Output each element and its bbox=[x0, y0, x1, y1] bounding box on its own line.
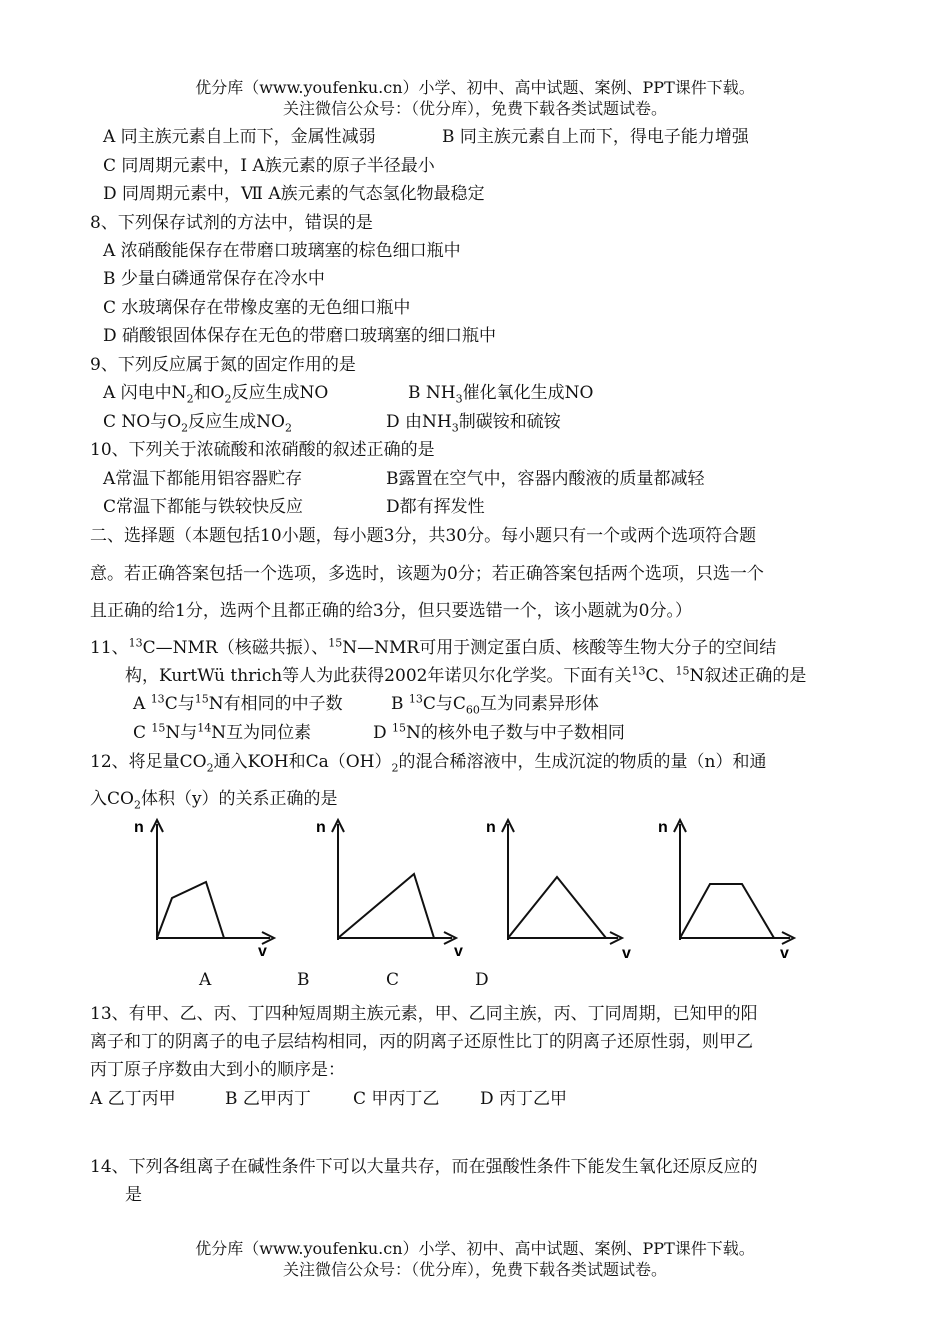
q12-graph-a bbox=[120, 812, 290, 962]
q12-label-b: B bbox=[297, 970, 310, 990]
q9-option-d: D 由$NH_3$制碳铵和硫铵 bbox=[386, 412, 561, 435]
q13-option-c: C 甲丙丁乙 bbox=[353, 1089, 440, 1109]
q9-option-a: A 闪电中$N_2$和$O_2$反应生成NO bbox=[103, 383, 329, 406]
q10-option-b: B露置在空气中，容器内酸液的质量都减轻 bbox=[386, 469, 705, 489]
section2-instructions-3: 且正确的给1分，选两个且都正确的给3分，但只要选错一个，该小题就为0分。） bbox=[90, 601, 692, 621]
y-axis-label: n bbox=[486, 819, 496, 836]
q8-option-b: B 少量白磷通常保存在冷水中 bbox=[103, 269, 325, 289]
q7-option-d: D 同周期元素中，Ⅶ A族元素的气态氢化物最稳定 bbox=[103, 184, 485, 204]
q9-stem: 9、下列反应属于氮的固定作用的是 bbox=[90, 355, 356, 375]
q13-option-b: B 乙甲丙丁 bbox=[225, 1089, 311, 1109]
q11-stem-line-2: 构，KurtWü thrich等人为此获得2002年诺贝尔化学奖。下面有关$^{13}$C、$^{15}$N叙述正确的是 bbox=[125, 664, 807, 686]
q12-graph-b bbox=[310, 812, 480, 962]
q12-label-d: D bbox=[475, 970, 489, 990]
curve bbox=[508, 877, 606, 938]
q10-option-d: D都有挥发性 bbox=[386, 497, 485, 517]
curve bbox=[680, 884, 774, 938]
q9-option-c: C NO与$O_2$反应生成$NO_2$ bbox=[103, 412, 292, 435]
curve bbox=[157, 882, 224, 938]
x-axis-label: v bbox=[622, 945, 631, 962]
q8-option-c: C 水玻璃保存在带橡皮塞的无色细口瓶中 bbox=[103, 298, 411, 318]
y-axis-label: n bbox=[658, 819, 668, 836]
q13-stem-line-3: 丙丁原子序数由大到小的顺序是： bbox=[90, 1060, 345, 1080]
q7-option-a: A 同主族元素自上而下，金属性减弱 bbox=[103, 127, 376, 147]
q10-option-a: A常温下都能用铝容器贮存 bbox=[103, 469, 303, 489]
q7-option-c: C 同周期元素中，Ⅰ A族元素的原子半径最小 bbox=[103, 156, 435, 176]
q8-stem: 8、下列保存试剂的方法中，错误的是 bbox=[90, 213, 373, 233]
page-header-line-2: 关注微信公众号：（优分库），免费下载各类试题试卷。 bbox=[282, 99, 667, 118]
q7-option-b: B 同主族元素自上而下，得电子能力增强 bbox=[442, 127, 749, 147]
x-axis-label: v bbox=[780, 945, 789, 962]
y-axis-label: n bbox=[134, 819, 144, 836]
page-footer-line-1: 优分库（www.youfenku.cn）小学、初中、高中试题、案例、PPT课件下载。 bbox=[195, 1239, 755, 1258]
q12-graph-d bbox=[650, 812, 820, 962]
q8-option-a: A 浓硝酸能保存在带磨口玻璃塞的棕色细口瓶中 bbox=[103, 241, 461, 261]
q14-stem-line-2: 是 bbox=[125, 1185, 142, 1205]
q11-option-a: A $^{13}$C与$^{15}$N有相同的中子数 bbox=[133, 692, 343, 714]
q10-option-c: C常温下都能与铁较快反应 bbox=[103, 497, 304, 517]
q13-option-a: A 乙丁丙甲 bbox=[90, 1089, 176, 1109]
q12-label-a: A bbox=[199, 970, 212, 990]
q13-option-d: D 丙丁乙甲 bbox=[480, 1089, 568, 1109]
q11-option-c: C $^{15}$N与$^{14}$N互为同位素 bbox=[133, 721, 312, 743]
q11-option-b: B $^{13}$C与$C_{60}$互为同素异形体 bbox=[391, 692, 599, 717]
page-header-line-1: 优分库（www.youfenku.cn）小学、初中、高中试题、案例、PPT课件下载。 bbox=[195, 78, 755, 97]
page-footer-line-2: 关注微信公众号：（优分库），免费下载各类试题试卷。 bbox=[282, 1260, 667, 1279]
x-axis-label: v bbox=[258, 943, 267, 960]
y-axis-label: n bbox=[316, 819, 326, 836]
section2-instructions-1: 二、选择题（本题包括10小题，每小题3分，共30分。每小题只有一个或两个选项符合题 bbox=[90, 526, 757, 546]
q12-stem-line-1: 12、将足量$CO_2$通入KOH和$Ca(OH)_2$的混合稀溶液中，生成沉淀的物质的量（n）和通 bbox=[90, 752, 767, 775]
section2-instructions-2: 意。若正确答案包括一个选项，多选时，该题为0分；若正确答案包括两个选项，只选一个 bbox=[90, 564, 764, 584]
q12-label-c: C bbox=[386, 970, 400, 990]
q8-option-d: D 硝酸银固体保存在无色的带磨口玻璃塞的细口瓶中 bbox=[103, 326, 497, 346]
q11-option-d: D $^{15}$N的核外电子数与中子数相同 bbox=[373, 721, 625, 743]
q11-stem-line-1: 11、$^{13}$C—NMR（核磁共振）、$^{15}$N—NMR可用于测定蛋白质、核酸等生物大分子的空间结 bbox=[90, 636, 777, 658]
q10-stem: 10、下列关于浓硫酸和浓硝酸的叙述正确的是 bbox=[90, 440, 435, 460]
q13-stem-line-2: 离子和丁的阴离子的电子层结构相同，丙的阴离子还原性比丁的阴离子还原性弱，则甲乙 bbox=[90, 1032, 753, 1052]
q14-stem-line-1: 14、下列各组离子在碱性条件下可以大量共存，而在强酸性条件下能发生氧化还原反应的 bbox=[90, 1157, 758, 1177]
q12-graph-c bbox=[480, 812, 650, 962]
q12-stem-line-2: 入$CO_2$体积（y）的关系正确的是 bbox=[90, 789, 338, 812]
q9-option-b: B $NH_3$催化氧化生成NO bbox=[408, 383, 594, 406]
x-axis-label: v bbox=[454, 943, 463, 960]
curve bbox=[338, 874, 434, 938]
q13-stem-line-1: 13、有甲、乙、丙、丁四种短周期主族元素，甲、乙同主族，丙、丁同周期，已知甲的阳 bbox=[90, 1004, 758, 1024]
